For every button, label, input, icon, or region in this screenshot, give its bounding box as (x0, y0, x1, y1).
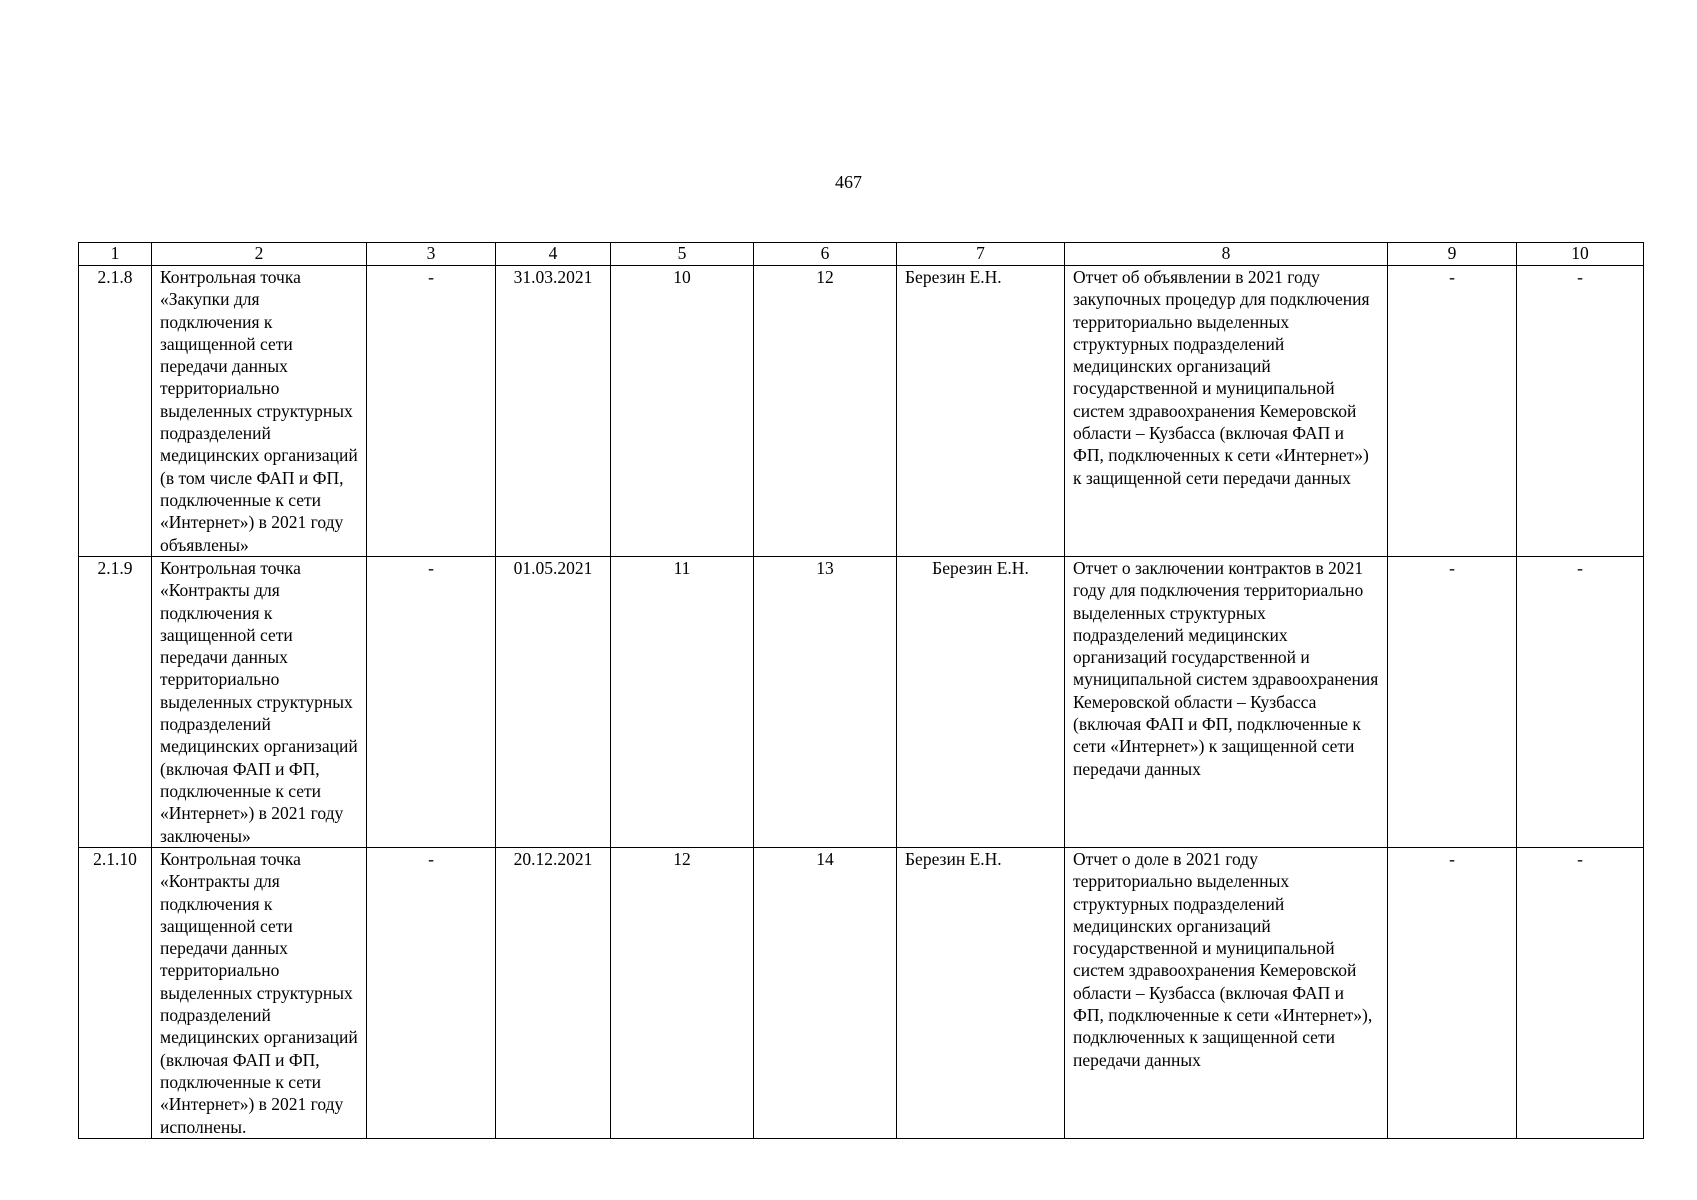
cell-col9: - (1388, 848, 1517, 1139)
cell-col10: - (1517, 266, 1644, 557)
cell-col5: 12 (611, 848, 754, 1139)
cell-col9: - (1388, 557, 1517, 848)
cell-col3: - (367, 557, 496, 848)
column-header: 2 (152, 243, 367, 266)
cell-col6: 14 (754, 848, 897, 1139)
control-point-name: Контрольная точка «Закупки для подключения к защищенной сети передачи данных территориально выделенных структурных подразделений медицинских организаций (в том числе ФАП и ФП, подключенные к сети «Интернет») в 2021 году объявлены» (152, 266, 367, 557)
cell-col6: 12 (754, 266, 897, 557)
control-point-name: Контрольная точка «Контракты для подключения к защищенной сети передачи данных территориально выделенных структурных подразделений медицинских организаций (включая ФАП и ФП, подключенные к сети «Интернет») в 2021 году исполнены. (152, 848, 367, 1139)
header-row (79, 243, 1644, 266)
cell-col3: - (367, 266, 496, 557)
responsible-person: Березин Е.Н. (897, 848, 1065, 1139)
column-header: 1 (79, 243, 152, 266)
column-header: 3 (367, 243, 496, 266)
table-row (79, 557, 1644, 848)
report-description: Отчет об объявлении в 2021 году закупочных процедур для подключения территориально выделенных структурных подразделений медицинских организаций государственной и муниципальной систем здравоохранения Кемеровской области – Кузбасса (включая ФАП и ФП, подключенных к сети «Интернет») к защищенной сети передачи данных (1065, 266, 1388, 557)
column-header: 9 (1388, 243, 1517, 266)
control-points-table (78, 242, 1644, 1139)
column-header: 4 (496, 243, 611, 266)
cell-col10: - (1517, 848, 1644, 1139)
report-description: Отчет о заключении контрактов в 2021 году для подключения территориально выделенных структурных подразделений медицинских организаций государственной и муниципальной систем здравоохранения Кемеровской области – Кузбасса (включая ФАП и ФП, подключенные к сети «Интернет») к защищенной сети передачи данных (1065, 557, 1388, 848)
responsible-person: Березин Е.Н. (897, 557, 1065, 848)
row-number: 2.1.8 (79, 266, 152, 557)
column-header: 5 (611, 243, 754, 266)
table-row (79, 266, 1644, 557)
table-row (79, 848, 1644, 1139)
cell-col5: 11 (611, 557, 754, 848)
due-date: 31.03.2021 (496, 266, 611, 557)
page-number: 467 (835, 172, 862, 192)
cell-col3: - (367, 848, 496, 1139)
row-number: 2.1.10 (79, 848, 152, 1139)
column-header: 10 (1517, 243, 1644, 266)
control-point-name: Контрольная точка «Контракты для подключения к защищенной сети передачи данных территориально выделенных структурных подразделений медицинских организаций (включая ФАП и ФП, подключенные к сети «Интернет») в 2021 году заключены» (152, 557, 367, 848)
due-date: 01.05.2021 (496, 557, 611, 848)
cell-col10: - (1517, 557, 1644, 848)
cell-col5: 10 (611, 266, 754, 557)
column-header: 6 (754, 243, 897, 266)
report-description: Отчет о доле в 2021 году территориально выделенных структурных подразделений медицинских организаций государственной и муниципальной систем здравоохранения Кемеровской области – Кузбасса (включая ФАП и ФП, подключенные к сети «Интернет»), подключенных к защищенной сети передачи данных (1065, 848, 1388, 1139)
column-header: 8 (1065, 243, 1388, 266)
responsible-person: Березин Е.Н. (897, 266, 1065, 557)
cell-col9: - (1388, 266, 1517, 557)
row-number: 2.1.9 (79, 557, 152, 848)
due-date: 20.12.2021 (496, 848, 611, 1139)
cell-col6: 13 (754, 557, 897, 848)
column-header: 7 (897, 243, 1065, 266)
